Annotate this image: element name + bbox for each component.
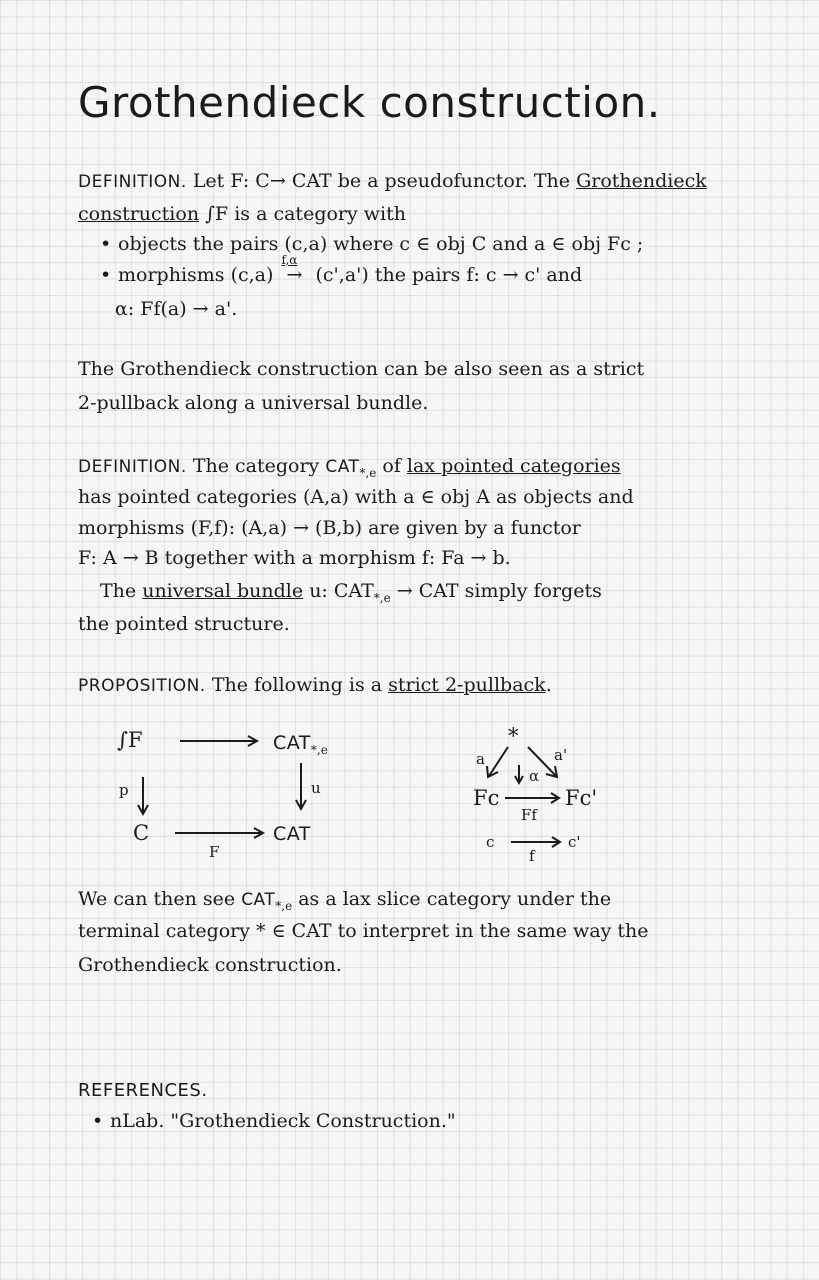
references-item xyxy=(92,1110,456,1132)
para2-l1-a: We can then see xyxy=(78,888,236,910)
references-item-text: nLab. "Grothendieck Construction." xyxy=(110,1110,456,1132)
def1-l1-arrow: → xyxy=(269,170,286,192)
def1-l1-b: CAT be a pseudofunctor. The xyxy=(291,170,571,192)
bullet-icon: • xyxy=(100,264,112,286)
para1-line-2: 2-pullback along a universal bundle. xyxy=(78,392,429,414)
bullet-icon: • xyxy=(92,1110,104,1132)
def2-l5-underlined: universal bundle xyxy=(142,580,304,602)
triangle-alpha-label: α xyxy=(529,767,540,785)
square-bottom-left: C xyxy=(133,821,150,845)
triangle-c-prime: c' xyxy=(568,833,581,851)
triangle-ff-label: Ff xyxy=(521,806,537,824)
bullet-icon: • xyxy=(100,233,112,255)
prop-text-a: The following is a xyxy=(211,674,383,696)
square-right-label: u xyxy=(311,779,321,797)
para2-l1-cat: CAT xyxy=(241,890,276,910)
para1-line-1: The Grothendieck construction can be also seen as a strict xyxy=(78,358,645,380)
prop-label: PROPOSITION. xyxy=(78,676,206,696)
def2-l1-b: of xyxy=(382,455,401,477)
para2-l1-sub: *,e xyxy=(275,898,293,913)
def1-bullet-2-b: (c',a') the pairs f: c → c' and xyxy=(315,264,583,286)
triangle-fc: Fc xyxy=(473,786,500,810)
triangle-top: * xyxy=(508,724,519,748)
def2-label: DEFINITION. xyxy=(78,457,187,477)
square-tr-cat: CAT xyxy=(273,732,311,754)
labeled-arrow-label: f,α xyxy=(281,253,298,267)
def2-l1-sub: *,e xyxy=(359,465,377,480)
triangle-a-label: a xyxy=(476,750,485,768)
def2-l1-cat: CAT xyxy=(325,457,360,477)
prop-period: . xyxy=(545,674,552,696)
def2-l1-underlined: lax pointed categories xyxy=(406,455,621,477)
triangle-a-prime-label: a' xyxy=(554,746,568,764)
def2-line-6: the pointed structure. xyxy=(78,613,290,635)
para2-line-1 xyxy=(78,888,611,913)
para2-line-3: Grothendieck construction. xyxy=(78,954,342,976)
def1-bullet-2-a: morphisms (c,a) xyxy=(118,264,274,286)
triangle-f-label: f xyxy=(529,847,535,865)
def1-bullet-1-text: objects the pairs (c,a) where c ∈ obj C and a ∈ obj Fc ; xyxy=(118,233,644,255)
references-heading: REFERENCES. xyxy=(78,1080,208,1101)
square-left-label: p xyxy=(119,781,129,799)
def2-l5-sub: *,e xyxy=(373,590,391,605)
def1-l2-underlined: construction xyxy=(78,203,200,225)
def1-l1-underlined: Grothendieck xyxy=(576,170,707,192)
para2-line-2: terminal category * ∈ CAT to interpret in the same way the xyxy=(78,920,649,942)
title-period: . xyxy=(646,78,661,127)
arrow-a xyxy=(489,747,508,776)
square-top-left: ∫F xyxy=(117,728,143,752)
def2-l5-b: u: CAT xyxy=(309,580,374,602)
def1-label: DEFINITION. xyxy=(78,172,187,192)
def2-l5-c: → CAT simply forgets xyxy=(396,580,602,602)
def2-line-2: has pointed categories (A,a) with a ∈ obj A as objects and xyxy=(78,486,634,508)
triangle-fc-prime: Fc' xyxy=(565,786,598,810)
triangle-c: c xyxy=(486,833,495,851)
def2-line-3: morphisms (F,f): (A,a) → (B,b) are given by a functor xyxy=(78,517,581,539)
def2-l1-a: The category xyxy=(192,455,320,477)
def1-bullet-2-c: α: Ff(a) → a'. xyxy=(115,298,238,320)
para2-l1-b: as a lax slice category under the xyxy=(298,888,612,910)
def1-l2-b: ∫F is a category with xyxy=(205,203,406,225)
def1-l1-a: Let F: C xyxy=(192,170,270,192)
prop-underlined: strict 2-pullback xyxy=(388,674,546,696)
square-br-cat: CAT xyxy=(273,823,311,845)
def2-l5-a: The xyxy=(100,580,137,602)
labeled-arrow: f,α → xyxy=(281,253,303,286)
title-text: Grothendieck construction xyxy=(78,78,647,127)
def2-line-4: F: A → B together with a morphism f: Fa → b. xyxy=(78,547,511,569)
square-bottom-label: F xyxy=(209,843,220,861)
square-tr-sub: *,e xyxy=(310,743,328,758)
